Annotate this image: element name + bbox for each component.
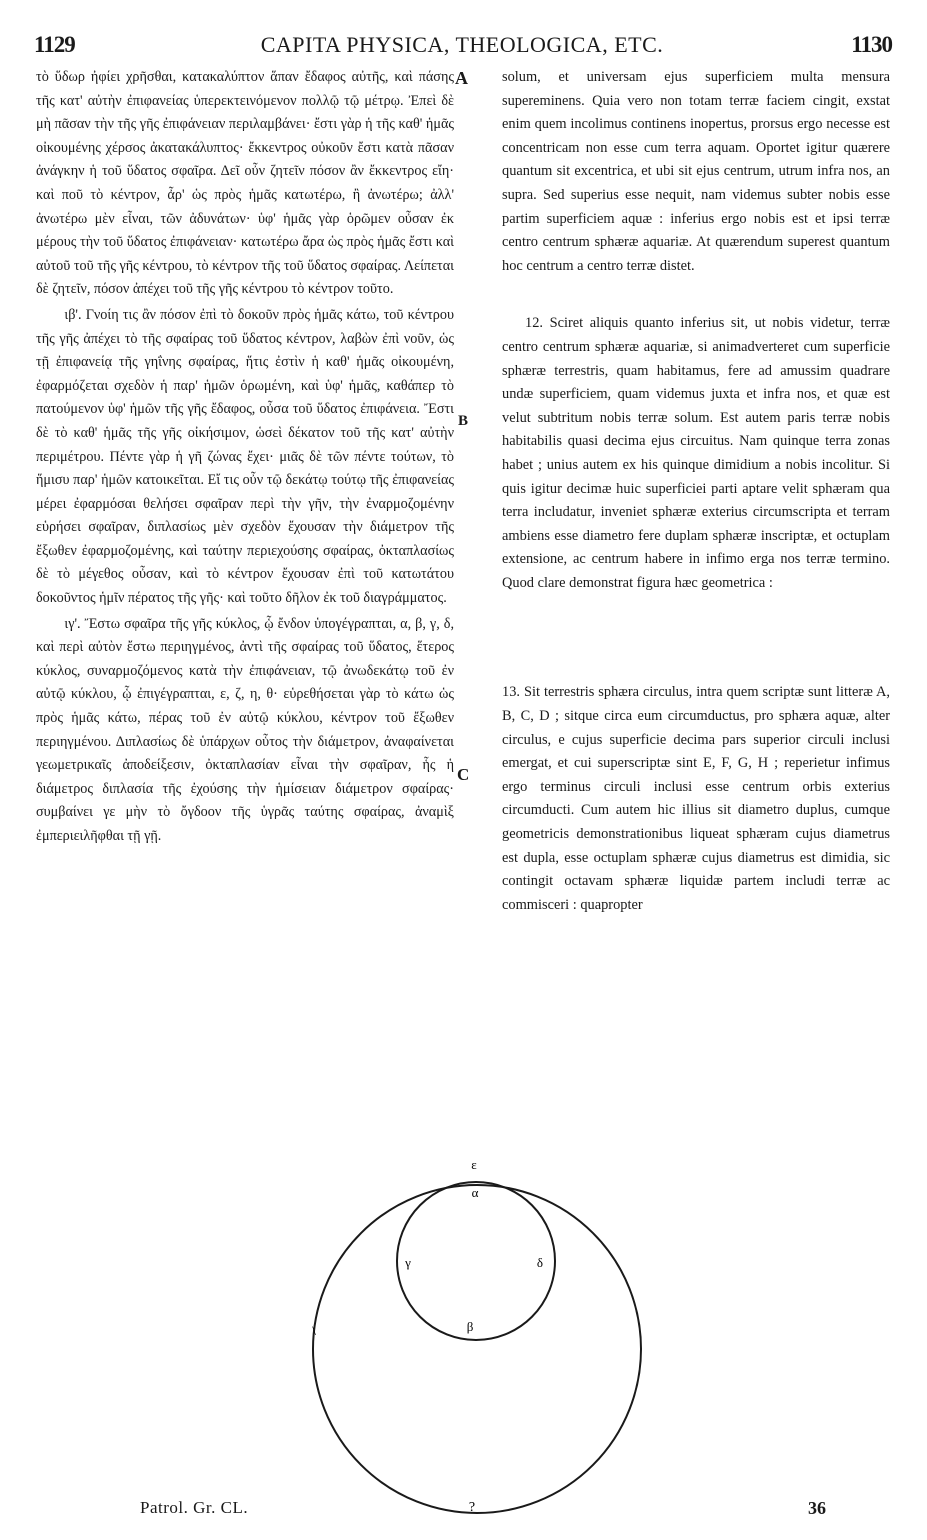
page-header [28, 30, 896, 64]
greek-paragraph-1: τὸ ὕδωρ ἠφίει χρῆσθαι, κατακαλύπτον ἅπαν ἔδαφος αὐτῆς, καὶ πάσης τῆς κατ' αὐτὴν ἐπιφανείας ὑπερεκτεινόμενον πολλῷ τῷ μέτρῳ. Ἐπεὶ δὲ μὴ πᾶσαν τὴν τῆς γῆς ἐπιφάνειαν περιλαμβάνει· ἔστι γὰρ ἡ τῆς καθ' ἡμᾶς οἰκουμένης χέρσος ἀκατακάλυπτος· ἔκκεντρος οὐκοῦν ἔστι κατὰ πᾶσαν ἀνάγκην ἡ τοῦ ὕδατος σφαῖρα. Δεῖ οὖν ζητεῖν πόσον ἂν ἔκκεντρος εἴη· καὶ ποῦ τὸ κέντρον, ἆρ' ὡς πρὸς ἡμᾶς κατωτέρω, ἢ ἀνωτέρω; ἀλλ' ἀνωτέρω μὲν εἶναι, τῶν ἀδυνάτων· ὑφ' ἡμᾶς γὰρ ὁρῶμεν οὖσαν ἐκ μέρους τὴν τοῦ ὕδατος ἐπιφάνειαν· κατωτέρω ἄρα ὡς πρὸς ἡμᾶς ἔστι καὶ αὐτοῦ τοῦ τῆς γῆς κέντρου, τὸ κέντρον τῆς τοῦ ὕδατος σφαίρας. Λείπεται δὲ ζητεῖν, πόσον ἀπέχει τοῦ τῆς γῆς κέντρου τὸ κέντρον τοῦτο. [36, 69, 454, 298]
running-title: CAPITA PHYSICA, THEOLOGICA, ETC. [260, 32, 664, 57]
label-beta: β [466, 1319, 474, 1334]
margin-letter-b: B [458, 413, 469, 429]
label-gamma: γ [405, 1255, 411, 1270]
latin-paragraph-12: 12. Sciret aliquis quanto inferius sit, ut nobis videtur, terræ centro centrum sphæræ aquariæ, si animadverteret cum superficie sphæræ terrestris, quam habitamus, fere ad amussim quadrare undæ superficiem, quam videmus juxta et infra nos, et quæ est velut subtritum nobis terræ solum. Est autem paris terræ nobis habitabilis quasi decima ejus circuitus. Nam quinque terra zonas habet ; unius autem ex his quinque dimidium a nobis incolitur. Si quis igitur decimæ huic superficiei parti aptare velit sphæram qua terra includatur, inveniet sphæræ exterius circumscripta et terram ambiens esse diametro fere duplam sphæræ inscriptæ, et octuplam extensione, ac centrum habere in infimo erga nos terræ termino. Quod clare demonstrat figura hæc geometrica : [502, 315, 890, 591]
label-epsilon: ε [471, 1157, 477, 1172]
label-outer-left: \ [312, 1323, 316, 1338]
inner-circle [397, 1182, 555, 1340]
greek-column [36, 66, 454, 849]
geometric-diagram [300, 1155, 660, 1515]
greek-paragraph-12: ιβ'. Γνοίη τις ἂν πόσον ἐπὶ τὸ δοκοῦν πρὸς ἡμᾶς κάτω, τοῦ κέντρου τῆς γῆς ἀπέχει τὸ τῆς σφαίρας τοῦ ὕδατος κέντρον, λαβὼν ἐπὶ νοῦν, ὡς τῇ ἐπιφανείᾳ τῆς γηΐνης σφαίρας, ἥτις ἐστὶν ἡ καθ' ἡμᾶς οἰκουμένη, ἐφαρμόζεται σχεδὸν ἡ παρ' ἡμῶν ὁρωμένη, καὶ ὑφ' ἡμᾶς, καθάπερ τὸ πατούμενον ὑφ' ἡμῶν τῆς γῆς ἔδαφος, οὖσα τοῦ ὕδατος ἐπιφάνεια. Ἔστι δὲ τὸ καθ' ἡμᾶς τῆς γῆς οἰκήσιμον, ὡσεὶ δέκατον τοῦ τῆς κατ' αὐτὴν περιμέτρου. Πέντε γὰρ ἡ γῆ ζώνας ἔχει· μιᾶς δὲ τῶν πέντε τούτων, τὸ ἥμισυ παρ' ἡμῶν κατοικεῖται. Εἴ τις οὖν τῷ δεκάτῳ τούτῳ τῆς ἐπιφανείας μέρει ἐφαρμόσαι θελήσει σφαῖραν περὶ τὴν γῆν, τὴν ἐναρμοζομένην εὑρήσει σφαῖραν, διπλασίως μὲν σχεδὸν ἔχουσαν τὴν διάμετρον τῆς ἔξωθεν ἐφαρμοζομένης, καὶ ταύτην περιεχούσης σφαίρας, ὀκταπλασίως δὲ τὸ μέγεθος οὖσαν, καὶ τὸ κέντρον ἔχουσαν ἐπὶ τοῦ κατωτάτου δοκοῦντος ἡμῖν πέρατος τῆς γῆς· καὶ τοῦτο δῆλον ἐκ τοῦ διαγράμματος. [36, 306, 454, 607]
footer-source: Patrol. Gr. CL. [140, 1498, 249, 1517]
margin-letter-c: C [457, 765, 470, 784]
latin-paragraph-13: 13. Sit terrestris sphæra circulus, intra quem scriptæ sunt litteræ A, B, C, D ; sitque circa eum circumductus, pro sphæra aquæ, alter circulus, e cujus superficie decima pars superior circuli inclusi emergat, et cui superscriptæ sint E, F, G, H ; reperietur infimus ergo terminus circuli inclusi esse centrum orbis exterius circumducti. Cum autem hic illius sit diametro duplus, cumque geometricis demonstrationibus liqueat sphæram cujus diametrus est dupla, esse octuplam sphæræ cujus diametrus est dimidia, sic contingit octavam sphæræ liquidæ partem includi terræ ac commisceri : quapropter [502, 684, 890, 913]
margin-letter-a: A [455, 68, 468, 88]
label-outer-bottom: ? [468, 1500, 476, 1515]
latin-column [502, 66, 890, 917]
greek-paragraph-13: ιγ'. Ἔστω σφαῖρα τῆς γῆς κύκλος, ᾧ ἔνδον ὑπογέγραπται, α, β, γ, δ, καὶ περὶ αὐτὸν ἔστω περιηγμένος, ἀντὶ τῆς σφαίρας τοῦ ὕδατος, ἕτερος κύκλος, συναρμοζόμενος κατὰ τὴν ἐπιφάνειαν, τῷ ἀνωδεκάτῳ τοῦ ἐν αὐτῷ κύκλου, ᾧ ἐπιγέγραπται, ε, ζ, η, θ· εὑρεθήσεται γὰρ τὸ κάτω ὡς πρὸς ἡμᾶς κάτω, πέρας τοῦ ἐν αὐτῷ κύκλου, κέντρον τοῦ ἔξωθεν περιηγμένου. Διπλασίως δὲ ὑπάρχων οὗτος τὴν διάμετρον, ἀναφαίνεται γεωμετρικαῖς ἀποδείξεσιν, ὀκταπλασίαν εἶναι τὴν σφαῖραν, ἧς ἡ διάμετρος διπλασία τῆς ἐχούσης τὴν ἡμίσειαν διάμετρον σφαίρας· συμβαίνει γε μὴν τὸ ὄγδοον τῆς ὑγρᾶς ταύτης σφαίρας, ἀναμὶξ ἐμπεριειλῆφθαι τῇ γῇ. [36, 615, 454, 844]
label-delta: δ [536, 1255, 544, 1270]
page-number-left: 1129 [34, 32, 75, 57]
latin-paragraph-1: solum, et universam ejus superficiem multa mensura supereminens. Quia vero non totam terræ faciem cingit, exstat enim quem incolimus continens inopertus, prorsus ergo necesse est concentricam non esse cum terra aquam. Oportet igitur quærere quantum sit excentrica, et ubi sit ejus centrum, utrum infra nos, an supra. Sed superius esse nequit, nam videmus subter nobis esse partim superficiem aquæ : inferius ergo nobis est et ipsi terræ centro centrum sphæræ aquariæ. At quærendum superest quantum hoc centrum a centro terræ distet. [502, 69, 890, 274]
footer-signature: 36 [808, 1498, 826, 1518]
outer-circle [313, 1185, 641, 1513]
label-alpha: α [471, 1185, 479, 1200]
page-number-right: 1130 [851, 32, 892, 57]
